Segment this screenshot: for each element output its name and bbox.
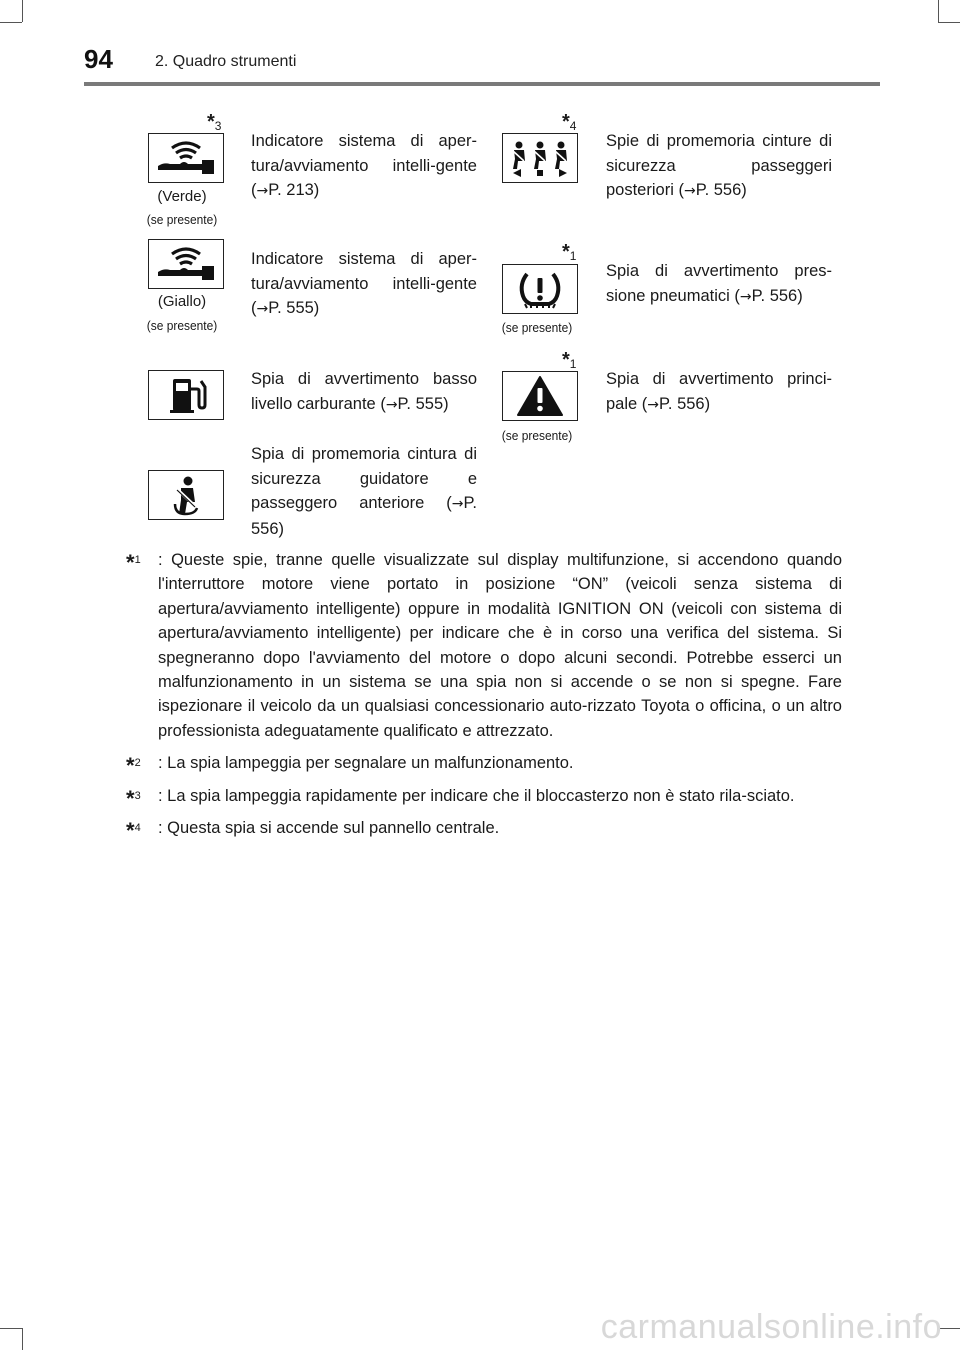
icon-color-caption: (Verde) — [157, 188, 207, 205]
icon-color-caption: (Giallo) — [157, 293, 207, 310]
footnote-star: $*_3$ — [207, 111, 222, 133]
availability-caption: (se presente) — [146, 212, 218, 227]
footnote: $*_4$ : Questa spia si accende sul pannello centrale. — [126, 818, 500, 844]
footnote-mark: $*_2$ — [126, 753, 141, 779]
crop-mark — [0, 1328, 22, 1329]
footnote-star: $*_1$ — [562, 349, 577, 371]
footnote-mark: $*_1$ — [126, 550, 141, 575]
indicator-description: Indicatore sistema di aper-tura/avviamento intelli-gente (→P. 555) — [251, 250, 477, 317]
header-rule — [84, 82, 880, 86]
footnote: $*_3$ : La spia lampeggia rapidamente per indicare che il bloccasterzo non è stato rila-sciato. — [126, 785, 795, 811]
driver-seatbelt-icon — [148, 470, 224, 520]
indicator-description: Spia di avvertimento princi-pale (→P. 556) — [606, 370, 832, 413]
smart-key-system-icon-green — [148, 133, 224, 183]
footnote-mark: $*_4$ — [126, 818, 141, 844]
page-header — [0, 0, 960, 90]
chapter-title: 2. Quadro strumenti — [155, 53, 297, 70]
crop-mark — [22, 1328, 23, 1350]
availability-caption: (se presente) — [501, 428, 573, 443]
indicator-description: Spia di avvertimento basso livello carburante (→P. 555) — [251, 370, 477, 413]
master-warning-triangle-icon — [502, 371, 578, 421]
indicator-description: Spia di avvertimento pres-sione pneumatici (→P. 556) — [606, 262, 832, 305]
rear-seatbelt-reminder-icon — [502, 133, 578, 183]
footnote: $*_1$ : Queste spie, tranne quelle visualizzate sul display multifunzione, si accendono quando l'interruttore motore viene portato in posizione “ON” (veicoli senza sistema di apertura/avviamento intelligente) oppure in modalità IGNITION ON (veicoli con sistema di apertura/avviamento intelligente) per indicare che è in corso una verifica del sistema. Si spegneranno dopo l'avviamento del motore o dopo alcuni secondi. Potrebbe esserci un malfunzionamento in un sistema se una spia non si accende o se non si spegne. Fare ispezionare il veicolo da un qualsiasi concessionario auto-rizzato Toyota o officina, o un altro professionista adeguatamente qualificato e attrezzato. — [126, 550, 842, 740]
footnote-mark: $*_3$ — [126, 785, 141, 811]
tire-pressure-warning-icon — [502, 264, 578, 314]
footnote: $*_2$ : La spia lampeggia per segnalare un malfunzionamento. — [126, 753, 574, 779]
footnote-star: $*_1$ — [562, 241, 577, 263]
page-number: 94 — [84, 44, 113, 74]
smart-key-system-icon-yellow — [148, 239, 224, 289]
footnotes — [126, 548, 842, 848]
footnote-star: $*_4$ — [562, 111, 577, 133]
indicator-description: Spie di promemoria cinture di sicurezza passeggeri posteriori (→P. 556) — [606, 132, 832, 199]
indicator-description: Indicatore sistema di aper-tura/avviamento intelli-gente (→P. 213) — [251, 132, 477, 199]
indicator-description: Spia di promemoria cintura di sicurezza guidatore e passeggero anteriore (→P. 556) — [251, 445, 477, 538]
watermark: carmanualsonline.info — [600, 1308, 942, 1346]
fuel-pump-icon — [148, 370, 224, 420]
availability-caption: (se presente) — [501, 320, 573, 335]
availability-caption: (se presente) — [146, 318, 218, 333]
